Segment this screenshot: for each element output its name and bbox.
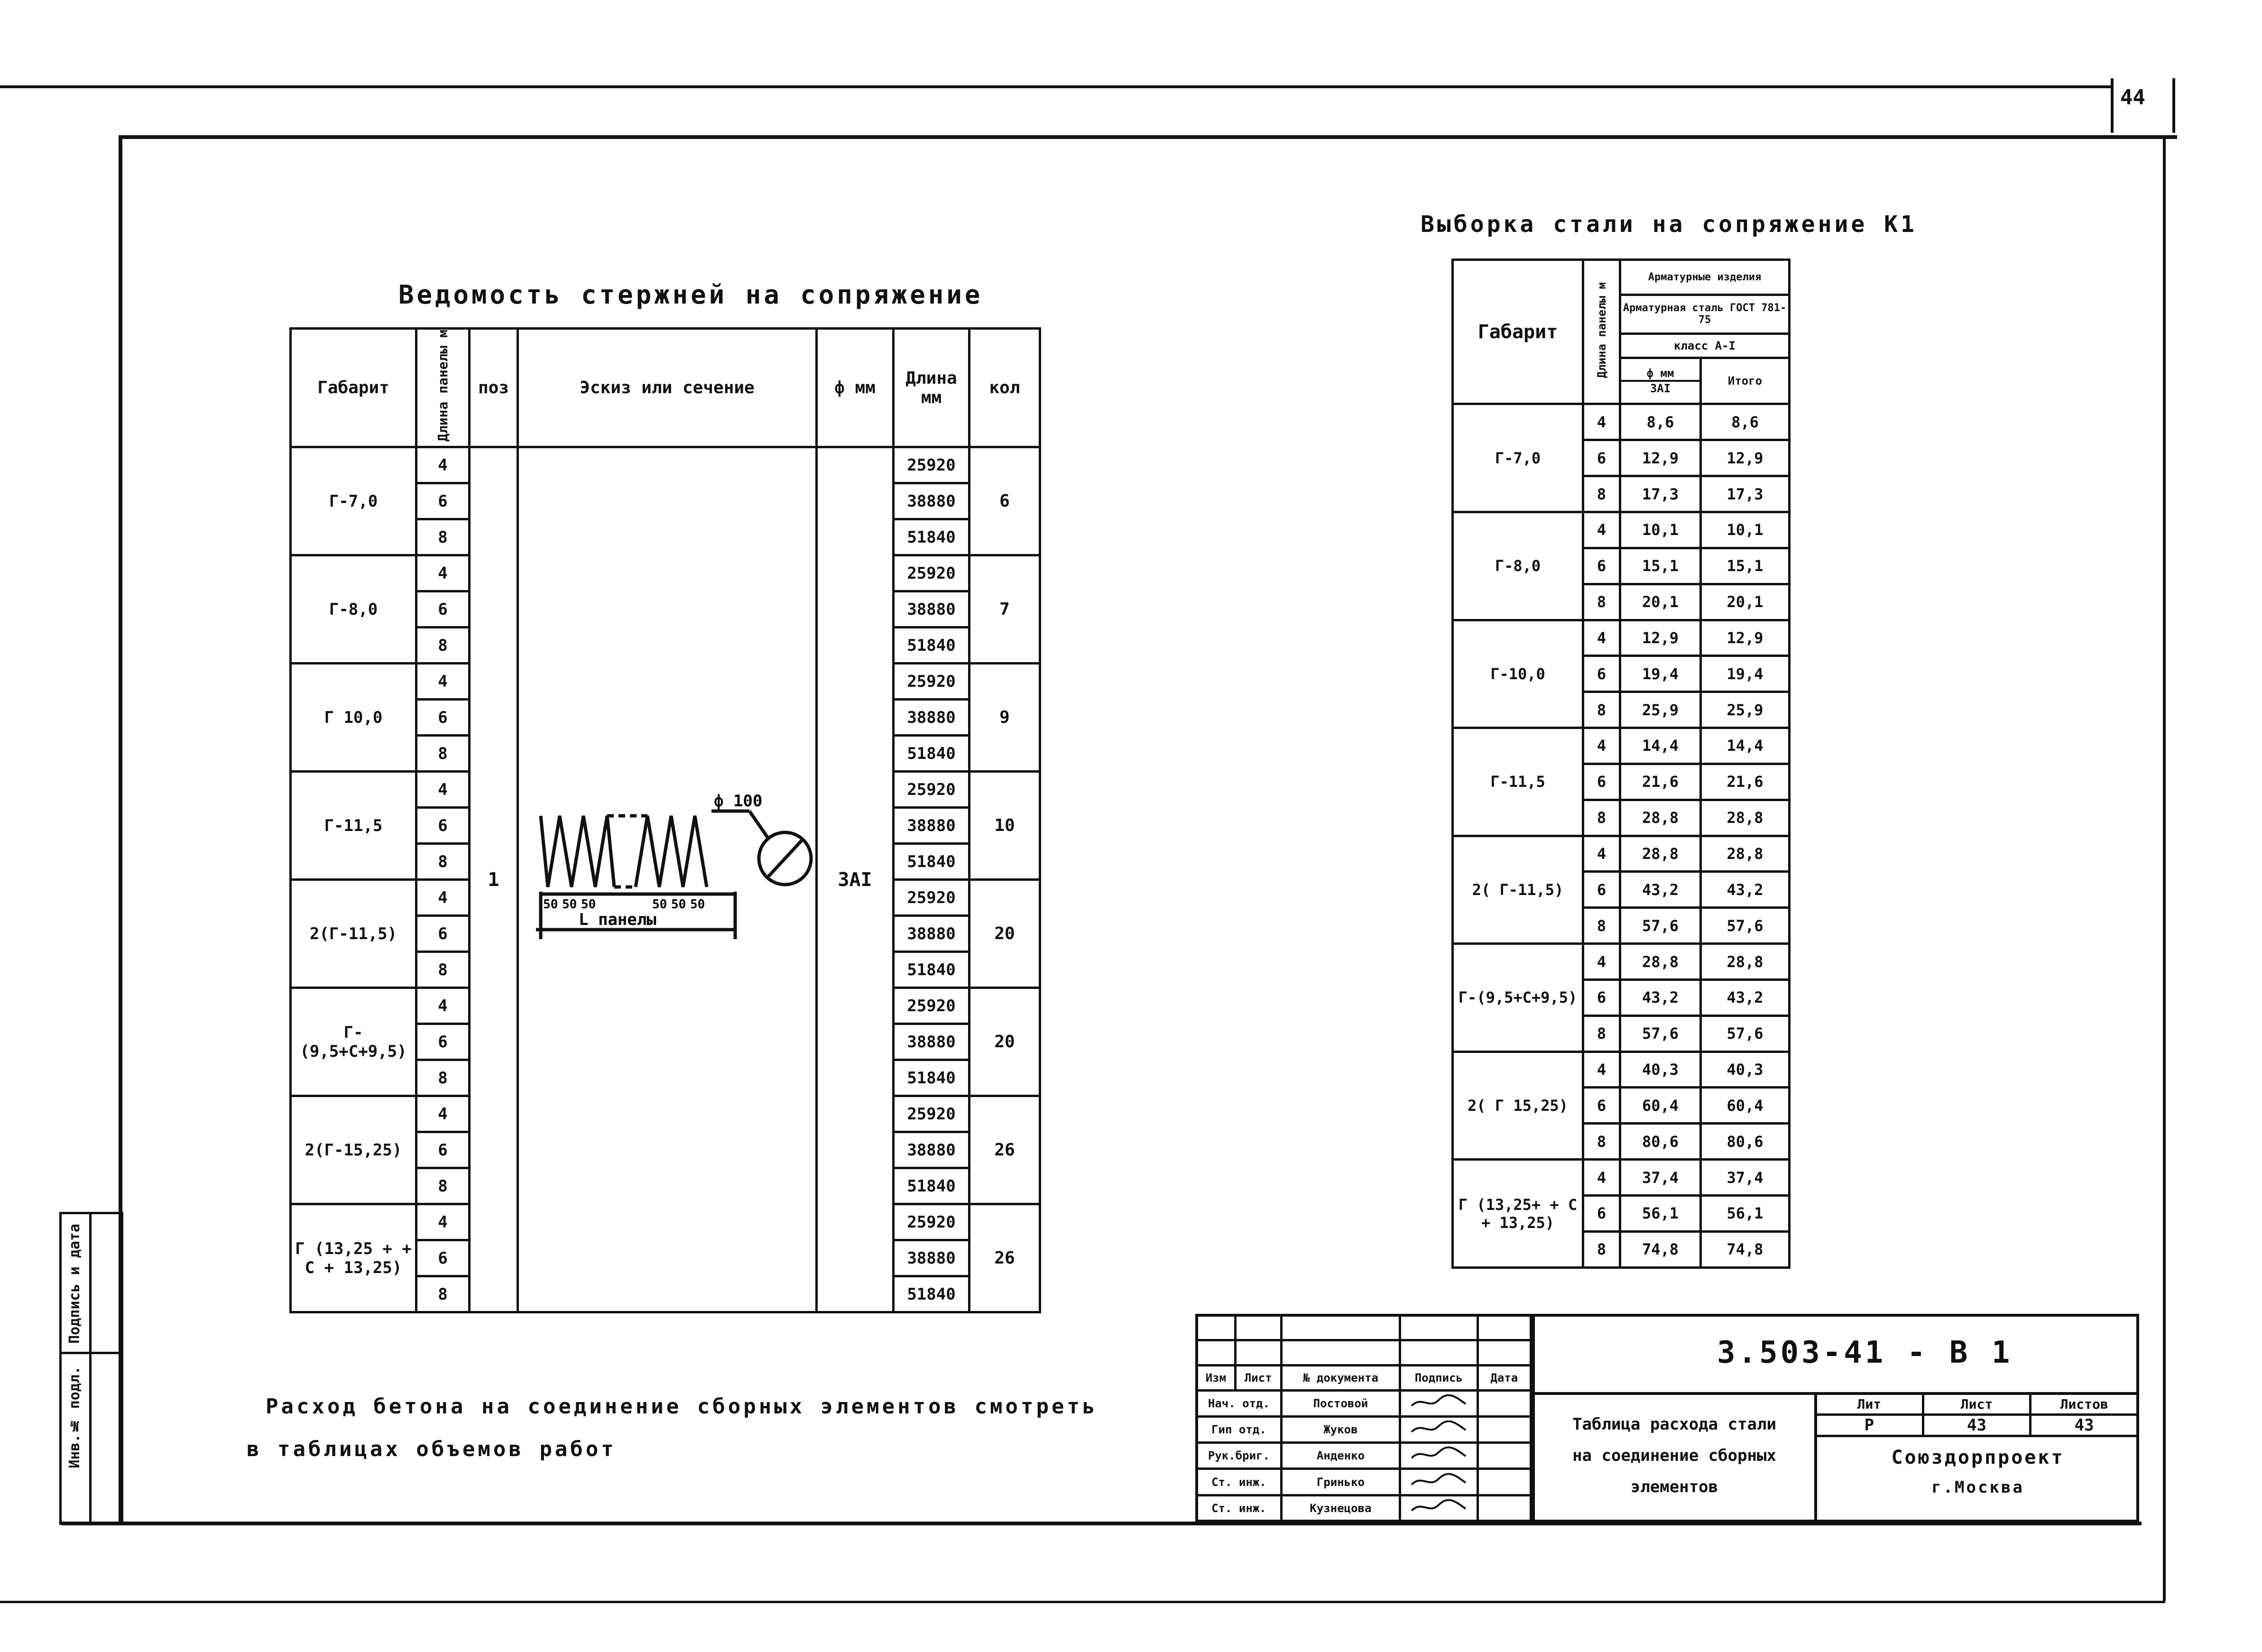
person-role: Рук.бриг. — [1197, 1443, 1282, 1469]
t2-diam-value: 43,2 — [1620, 979, 1701, 1015]
signature-scribble — [1408, 1394, 1469, 1411]
t1-panel-length: 4 — [416, 447, 470, 483]
t1-length-mm: 25920 — [894, 880, 969, 916]
org-city: г.Москва — [1931, 1478, 2024, 1497]
t1-qty: 10 — [969, 772, 1040, 880]
t1-qty: 7 — [969, 555, 1040, 664]
t2-panel-length: 4 — [1583, 944, 1620, 980]
t2-diam-value: 57,6 — [1620, 1015, 1701, 1052]
signature-table — [1195, 1314, 1532, 1523]
t1-panel-length: 6 — [416, 700, 470, 736]
t1-panel-length: 8 — [416, 844, 470, 880]
t1-gabarit: Г-11,5 — [291, 772, 416, 880]
t2-total-value: 19,4 — [1701, 656, 1790, 692]
t1-length-mm: 25920 — [894, 555, 969, 591]
t2-total-value: 20,1 — [1701, 584, 1790, 620]
t2-panel-length: 6 — [1583, 1196, 1620, 1232]
t2-diam-value: 28,8 — [1620, 800, 1701, 836]
t1-qty: 6 — [969, 447, 1040, 555]
t1-pos-cell: 1 — [470, 447, 518, 1312]
t1-header-length-mm: Длина мм — [894, 329, 969, 447]
person-role: Ст. инж. — [1197, 1495, 1282, 1521]
doc-title — [1546, 1409, 1802, 1503]
t2-total-value: 56,1 — [1701, 1196, 1790, 1232]
t1-length-mm: 51840 — [894, 952, 969, 988]
t2-total-value: 57,6 — [1701, 1015, 1790, 1052]
sheets-label: Листов — [2031, 1394, 2138, 1415]
t1-length-mm: 51840 — [894, 1168, 969, 1204]
t2-diam-value: 74,8 — [1620, 1231, 1701, 1267]
t2-total-value: 37,4 — [1701, 1160, 1790, 1196]
t2-total-value: 12,9 — [1701, 620, 1790, 656]
pitch-label-4: 50 — [652, 897, 667, 912]
t2-total-value: 14,4 — [1701, 728, 1790, 764]
side-stamp-hdiv — [62, 1352, 121, 1354]
t1-panel-length: 4 — [416, 1096, 470, 1132]
t2-total-value: 43,2 — [1701, 979, 1790, 1015]
t2-panel-length: 6 — [1583, 764, 1620, 800]
t2-diam-value: 8,6 — [1620, 404, 1701, 440]
t1-panel-length: 4 — [416, 664, 470, 700]
doc-code: 3.503-41 - В 1 — [1717, 1335, 2013, 1370]
col-header-izm: Изм — [1197, 1365, 1236, 1390]
t1-length-mm: 38880 — [894, 483, 969, 519]
t1-length-mm: 25920 — [894, 1096, 969, 1132]
sheet-info-table — [1814, 1392, 2139, 1437]
t1-panel-length: 4 — [416, 988, 470, 1024]
t2-gabarit: Г-10,0 — [1453, 620, 1583, 728]
t2-diam-value: 28,8 — [1620, 944, 1701, 980]
col-header-list: Лист — [1235, 1365, 1281, 1390]
t1-panel-length: 8 — [416, 1276, 470, 1312]
t1-length-mm: 38880 — [894, 1024, 969, 1060]
side-stamp — [59, 1212, 123, 1525]
t1-panel-length: 6 — [416, 916, 470, 952]
sheet-value: 43 — [1923, 1415, 2031, 1436]
page-number-box-left — [2111, 78, 2114, 133]
t2-panel-length: 6 — [1583, 872, 1620, 908]
t2-diam-value: 37,4 — [1620, 1160, 1701, 1196]
t2-diam-value: 28,8 — [1620, 836, 1701, 872]
t2-total-value: 80,6 — [1701, 1124, 1790, 1160]
sheet-label: Лист — [1923, 1394, 2031, 1415]
col-header-doc: № документа — [1281, 1365, 1400, 1390]
circle-hatch — [767, 840, 803, 877]
t1-length-mm: 51840 — [894, 1276, 969, 1312]
t2-panel-length: 8 — [1583, 584, 1620, 620]
t2-header-length — [1583, 260, 1620, 404]
t1-length-mm: 25920 — [894, 988, 969, 1024]
note-line-1: Расход бетона на соединение сборных элементов смотреть — [266, 1394, 1098, 1419]
pitch-label-2: 50 — [562, 897, 577, 912]
side-stamp-divider — [89, 1214, 92, 1523]
t1-length-mm: 51840 — [894, 736, 969, 772]
t1-header-gabarit: Габарит — [291, 329, 416, 447]
t2-header-diam-sub: 3АI — [1621, 380, 1699, 395]
t2-panel-length: 4 — [1583, 1160, 1620, 1196]
t1-panel-length: 8 — [416, 952, 470, 988]
t2-panel-length: 4 — [1583, 404, 1620, 440]
t2-panel-length: 4 — [1583, 512, 1620, 548]
t2-header-diam-label: ф мм — [1646, 367, 1674, 380]
t2-panel-length: 8 — [1583, 1015, 1620, 1052]
t1-panel-length: 8 — [416, 519, 470, 555]
t1-gabarit: Г-8,0 — [291, 555, 416, 664]
t1-length-mm: 51840 — [894, 628, 969, 664]
t1-gabarit: Г-(9,5+С+9,5) — [291, 988, 416, 1096]
pitch-label-6: 50 — [690, 897, 705, 912]
t2-header-class: класс А-I — [1620, 333, 1790, 358]
page-number: 44 — [2120, 85, 2145, 110]
t2-diam-value: 25,9 — [1620, 692, 1701, 728]
person-name: Жуков — [1281, 1416, 1400, 1442]
side-stamp-inv: Инв.№ подл. — [66, 1366, 83, 1468]
t1-header-qty: кол — [969, 329, 1040, 447]
t1-length-mm: 38880 — [894, 808, 969, 844]
t2-panel-length: 6 — [1583, 548, 1620, 584]
t2-diam-value: 10,1 — [1620, 512, 1701, 548]
t2-total-value: 8,6 — [1701, 404, 1790, 440]
t2-panel-length: 6 — [1583, 440, 1620, 476]
t2-diam-value: 20,1 — [1620, 584, 1701, 620]
rod-zigzag-right — [636, 816, 707, 887]
t1-length-mm: 51840 — [894, 844, 969, 880]
t2-panel-length: 6 — [1583, 1088, 1620, 1124]
t1-length-mm: 38880 — [894, 1132, 969, 1168]
t1-panel-length: 8 — [416, 736, 470, 772]
pitch-label-3: 50 — [581, 897, 596, 912]
t2-gabarit: 2( Г-11,5) — [1453, 836, 1583, 944]
page-number-box-right — [2172, 78, 2175, 133]
t1-length-mm: 25920 — [894, 664, 969, 700]
t2-panel-length: 6 — [1583, 656, 1620, 692]
t1-panel-length: 4 — [416, 880, 470, 916]
doc-title-line-1: Таблица расхода стали — [1572, 1415, 1776, 1434]
t1-gabarit: Г-7,0 — [291, 447, 416, 555]
date-cell — [1477, 1495, 1531, 1521]
rod-zigzag-left — [541, 816, 614, 887]
t2-header-length-text: Длина панелы м — [1595, 282, 1608, 378]
signature-scribble — [1408, 1498, 1469, 1515]
t2-panel-length: 8 — [1583, 692, 1620, 728]
signature — [1400, 1469, 1477, 1495]
stage-value: Р — [1816, 1415, 1923, 1436]
t2-diam-value: 21,6 — [1620, 764, 1701, 800]
t1-length-mm: 25920 — [894, 772, 969, 808]
t2-diam-value: 12,9 — [1620, 440, 1701, 476]
signature — [1400, 1390, 1477, 1416]
t1-gabarit: 2(Г-11,5) — [291, 880, 416, 988]
t1-length-mm: 38880 — [894, 591, 969, 628]
note-line-2: в таблицах объемов работ — [247, 1437, 617, 1461]
date-cell — [1477, 1416, 1531, 1442]
person-role: Нач. отд. — [1197, 1390, 1282, 1416]
t2-total-value: 10,1 — [1701, 512, 1790, 548]
t2-gabarit: Г-7,0 — [1453, 404, 1583, 512]
t1-header-length — [416, 329, 470, 447]
doc-title-line-2: на соединение сборных — [1572, 1446, 1776, 1465]
t1-panel-length: 6 — [416, 1240, 470, 1276]
table1-title: Ведомость стержней на сопряжение — [398, 280, 983, 310]
t2-total-value: 28,8 — [1701, 836, 1790, 872]
t1-panel-length: 6 — [416, 808, 470, 844]
t2-total-value: 28,8 — [1701, 800, 1790, 836]
t2-total-value: 43,2 — [1701, 872, 1790, 908]
t2-diam-value: 12,9 — [1620, 620, 1701, 656]
t1-header-length-text: Длина панелы м — [435, 330, 451, 442]
t2-header-diam — [1620, 358, 1701, 404]
t1-qty: 20 — [969, 880, 1040, 988]
t1-header-sketch: Эскиз или сечение — [518, 329, 817, 447]
t2-total-value: 40,3 — [1701, 1052, 1790, 1088]
t2-diam-value: 80,6 — [1620, 1124, 1701, 1160]
t1-panel-length: 6 — [416, 1024, 470, 1060]
person-role: Гип отд. — [1197, 1416, 1282, 1442]
t2-panel-length: 8 — [1583, 908, 1620, 944]
t2-gabarit: Г (13,25+ + С + 13,25) — [1453, 1160, 1583, 1268]
t1-length-mm: 38880 — [894, 1240, 969, 1276]
date-cell — [1477, 1469, 1531, 1495]
t2-total-value: 25,9 — [1701, 692, 1790, 728]
t1-length-mm: 25920 — [894, 1204, 969, 1240]
stamp-divider — [1532, 1314, 1535, 1523]
stage-label: Лит — [1816, 1394, 1923, 1415]
person-role: Ст. инж. — [1197, 1469, 1282, 1495]
t1-panel-length: 6 — [416, 1132, 470, 1168]
table2-title: Выборка стали на сопряжение К1 — [1421, 211, 1917, 238]
frame-right — [2163, 135, 2166, 1601]
t1-panel-length: 4 — [416, 1204, 470, 1240]
col-header-date: Дата — [1477, 1365, 1531, 1390]
org-name: Союздорпроект — [1891, 1447, 2065, 1468]
t2-panel-length: 8 — [1583, 1124, 1620, 1160]
t2-diam-value: 43,2 — [1620, 872, 1701, 908]
t1-panel-length: 8 — [416, 628, 470, 664]
t1-panel-length: 6 — [416, 483, 470, 519]
t2-diam-value: 40,3 — [1620, 1052, 1701, 1088]
t2-total-value: 17,3 — [1701, 476, 1790, 512]
signature-scribble — [1408, 1446, 1469, 1463]
t1-length-mm: 38880 — [894, 916, 969, 952]
t2-total-value: 57,6 — [1701, 908, 1790, 944]
t1-header-pos: поз — [470, 329, 518, 447]
t2-header-total: Итого — [1701, 358, 1790, 404]
t2-diam-value: 56,1 — [1620, 1196, 1701, 1232]
t2-diam-value: 60,4 — [1620, 1088, 1701, 1124]
t2-total-value: 74,8 — [1701, 1231, 1790, 1267]
rod-sketch — [526, 778, 821, 968]
pitch-label-1: 50 — [543, 897, 558, 912]
t2-diam-value: 57,6 — [1620, 908, 1701, 944]
date-cell — [1477, 1443, 1531, 1469]
t2-total-value: 21,6 — [1701, 764, 1790, 800]
t2-gabarit: Г-(9,5+С+9,5) — [1453, 944, 1583, 1052]
signature — [1400, 1416, 1477, 1442]
t2-total-value: 60,4 — [1701, 1088, 1790, 1124]
t1-length-mm: 25920 — [894, 447, 969, 483]
page-bottom-line — [0, 1601, 2165, 1603]
t1-length-mm: 51840 — [894, 519, 969, 555]
person-name: Постовой — [1281, 1390, 1400, 1416]
signature — [1400, 1495, 1477, 1521]
t1-qty: 26 — [969, 1096, 1040, 1204]
t2-diam-value: 15,1 — [1620, 548, 1701, 584]
t1-gabarit: 2(Г-15,25) — [291, 1096, 416, 1204]
t2-diam-value: 19,4 — [1620, 656, 1701, 692]
circle-diam-label: ф 100 — [714, 792, 763, 811]
t2-diam-value: 17,3 — [1620, 476, 1701, 512]
t2-panel-length: 4 — [1583, 836, 1620, 872]
t2-panel-length: 4 — [1583, 1052, 1620, 1088]
t2-header-gabarit: Габарит — [1453, 260, 1583, 404]
t2-gabarit: Г-8,0 — [1453, 512, 1583, 620]
col-header-sign: Подпись — [1400, 1365, 1477, 1390]
date-cell — [1477, 1390, 1531, 1416]
t2-panel-length: 6 — [1583, 979, 1620, 1015]
length-label: L панелы — [579, 910, 656, 929]
title-block — [1195, 1314, 2139, 1523]
doc-title-line-3: элементов — [1630, 1477, 1718, 1496]
t2-total-value: 28,8 — [1701, 944, 1790, 980]
t1-qty: 26 — [969, 1204, 1040, 1312]
t1-length-mm: 38880 — [894, 700, 969, 736]
t1-panel-length: 4 — [416, 555, 470, 591]
t1-panel-length: 4 — [416, 772, 470, 808]
t2-total-value: 12,9 — [1701, 440, 1790, 476]
t1-header-diam: ф мм — [817, 329, 894, 447]
t2-panel-length: 8 — [1583, 476, 1620, 512]
circle-leader — [749, 811, 768, 839]
t2-header-group: Арматурные изделия — [1620, 260, 1790, 295]
steel-selection-table — [1451, 258, 1791, 1269]
t2-panel-length: 4 — [1583, 620, 1620, 656]
t2-gabarit: 2( Г 15,25) — [1453, 1052, 1583, 1160]
t1-length-mm: 51840 — [894, 1060, 969, 1096]
t2-header-steel: Арматурная сталь ГОСТ 781-75 — [1620, 295, 1790, 333]
t2-panel-length: 8 — [1583, 800, 1620, 836]
pitch-label-5: 50 — [671, 897, 686, 912]
top-border-line — [0, 85, 2111, 88]
t1-gabarit: Г (13,25 + + С + 13,25) — [291, 1204, 416, 1312]
signature-scribble — [1408, 1472, 1469, 1489]
person-name: Гринько — [1281, 1469, 1400, 1495]
t2-total-value: 15,1 — [1701, 548, 1790, 584]
t1-panel-length: 6 — [416, 591, 470, 628]
t1-qty: 9 — [969, 664, 1040, 772]
t2-gabarit: Г-11,5 — [1453, 728, 1583, 836]
t1-panel-length: 8 — [416, 1168, 470, 1204]
t2-panel-length: 8 — [1583, 1231, 1620, 1267]
t1-panel-length: 8 — [416, 1060, 470, 1096]
signature — [1400, 1443, 1477, 1469]
t1-gabarit: Г 10,0 — [291, 664, 416, 772]
frame-top — [119, 135, 2177, 139]
t1-diam-cell: 3АI — [817, 447, 894, 1312]
t2-diam-value: 14,4 — [1620, 728, 1701, 764]
person-name: Кузнецова — [1281, 1495, 1400, 1521]
org-block — [1817, 1442, 2139, 1497]
side-stamp-sign-date: Подпись и дата — [66, 1224, 83, 1344]
t1-qty: 20 — [969, 988, 1040, 1096]
signature-scribble — [1408, 1420, 1469, 1437]
person-name: Анденко — [1281, 1443, 1400, 1469]
sheets-value: 43 — [2031, 1415, 2138, 1436]
t2-panel-length: 4 — [1583, 728, 1620, 764]
